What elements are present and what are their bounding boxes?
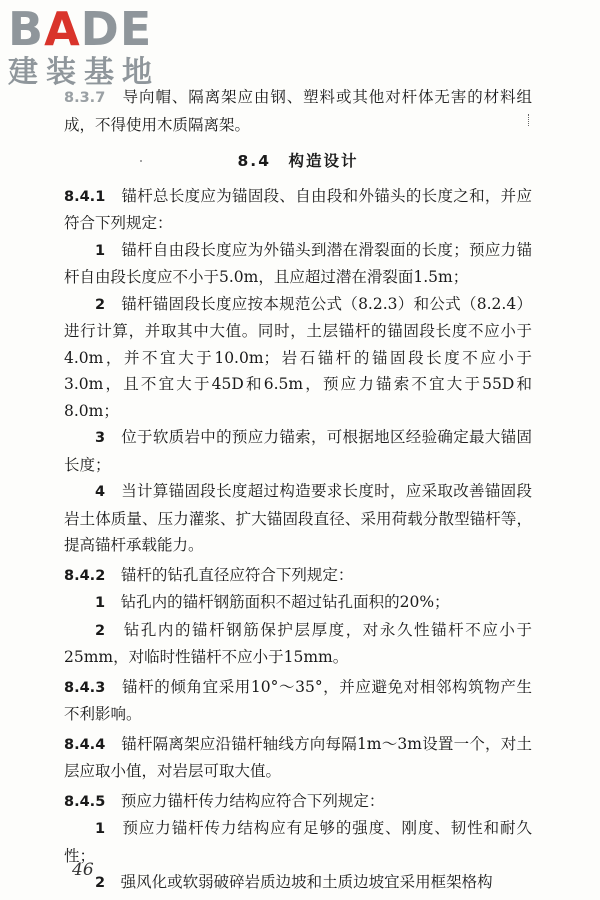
item-number: 2 <box>95 622 106 639</box>
clause-item <box>64 617 532 671</box>
document-body <box>64 84 532 897</box>
clause-text: 预应力锚杆传力结构应符合下列规定： <box>120 791 385 810</box>
clause-number: 8.4.5 <box>64 793 106 810</box>
item-number: 3 <box>95 430 106 446</box>
clause-item <box>64 815 532 869</box>
clause-8-4-1 <box>64 183 532 237</box>
clause-item <box>64 589 532 617</box>
clause-8-4-5 <box>64 788 532 816</box>
clause-item <box>64 424 532 478</box>
item-text: 钻孔内的锚杆钢筋面积不超过钻孔面积的20%； <box>120 593 450 611</box>
clause-number: 8.4.4 <box>64 736 106 753</box>
clause-item <box>64 869 532 897</box>
item-text: 锚杆锚固段长度应按本规范公式（8.2.3）和公式（8.2.4）进行计算，并取其中大值。同时，土层锚杆的锚固段长度不应小于4.0m，并不宜大于10.0m；岩石锚杆的锚固段长度不应小于3.0m，且不宜大于45D和6.5m，预应力锚索不宜大于55D和8.0m； <box>64 294 532 420</box>
item-number: 4 <box>95 484 106 500</box>
item-number: 1 <box>95 595 106 611</box>
item-number: 2 <box>95 296 106 313</box>
clause-8-3-7 <box>64 84 532 138</box>
item-text: 强风化或软弱破碎岩质边坡和土质边坡宜采用框架格构 <box>120 873 493 891</box>
clause-text: 导向帽、隔离架应由钢、塑料或其他对杆体无害的材料组成，不得使用木质隔离架。 <box>64 88 532 134</box>
logo-subtitle: 建装基地 <box>8 55 160 90</box>
logo-wordmark <box>8 2 178 56</box>
clause-list <box>64 183 532 897</box>
item-text: 预应力锚杆传力结构应有足够的强度、刚度、韧性和耐久性； <box>64 819 532 865</box>
clause-text: 锚杆的钻孔直径应符合下列规定： <box>120 565 354 584</box>
clause-text: 锚杆总长度应为锚固段、自由段和外锚头的长度之和，并应符合下列规定： <box>64 186 532 232</box>
clause-8-4-3 <box>64 674 532 728</box>
page-number: 46 <box>72 860 94 880</box>
item-text: 锚杆自由段长度应为外锚头到潜在滑裂面的长度；预应力锚杆自由段长度应不小于5.0m，且应超过潜在滑裂面1.5m； <box>64 240 532 286</box>
clause-item <box>64 237 532 291</box>
item-number: 1 <box>95 242 106 259</box>
clause-number: 8.4.2 <box>64 567 106 584</box>
section-title: 8.4 构造设计 <box>237 152 359 170</box>
bade-logo <box>8 2 178 90</box>
item-text: 当计算锚固段长度超过构造要求长度时，应采取改善锚固段岩土体质量、压力灌浆、扩大锚固段直径、采用荷载分散型锚杆等，提高锚杆承载能力。 <box>64 482 532 554</box>
logo-letter-a: A <box>44 2 81 56</box>
logo-letter-e: E <box>119 2 153 56</box>
clause-number: 8.3.7 <box>64 90 106 106</box>
clause-number: 8.4.1 <box>64 188 106 205</box>
clause-8-4-4 <box>64 731 532 785</box>
clause-text: 锚杆的倾角宜采用10°～35°，并应避免对相邻构筑物产生不利影响。 <box>64 677 532 723</box>
clause-number: 8.4.3 <box>64 679 106 696</box>
logo-letter-d: D <box>80 2 120 56</box>
item-text: 钻孔内的锚杆钢筋保护层厚度，对永久性锚杆不应小于25mm，对临时性锚杆不应小于15mm。 <box>64 620 532 666</box>
logo-letter-b: B <box>8 2 45 56</box>
item-number: 1 <box>95 821 106 837</box>
clause-8-4-2 <box>64 562 532 590</box>
clause-item <box>64 291 532 425</box>
clause-item <box>64 478 532 559</box>
clause-text: 锚杆隔离架应沿锚杆轴线方向每隔1m～3m设置一个，对土层应取小值，对岩层可取大值。 <box>64 734 532 780</box>
item-text: 位于软质岩中的预应力锚索，可根据地区经验确定最大锚固长度； <box>64 428 532 474</box>
item-number: 2 <box>95 875 106 891</box>
